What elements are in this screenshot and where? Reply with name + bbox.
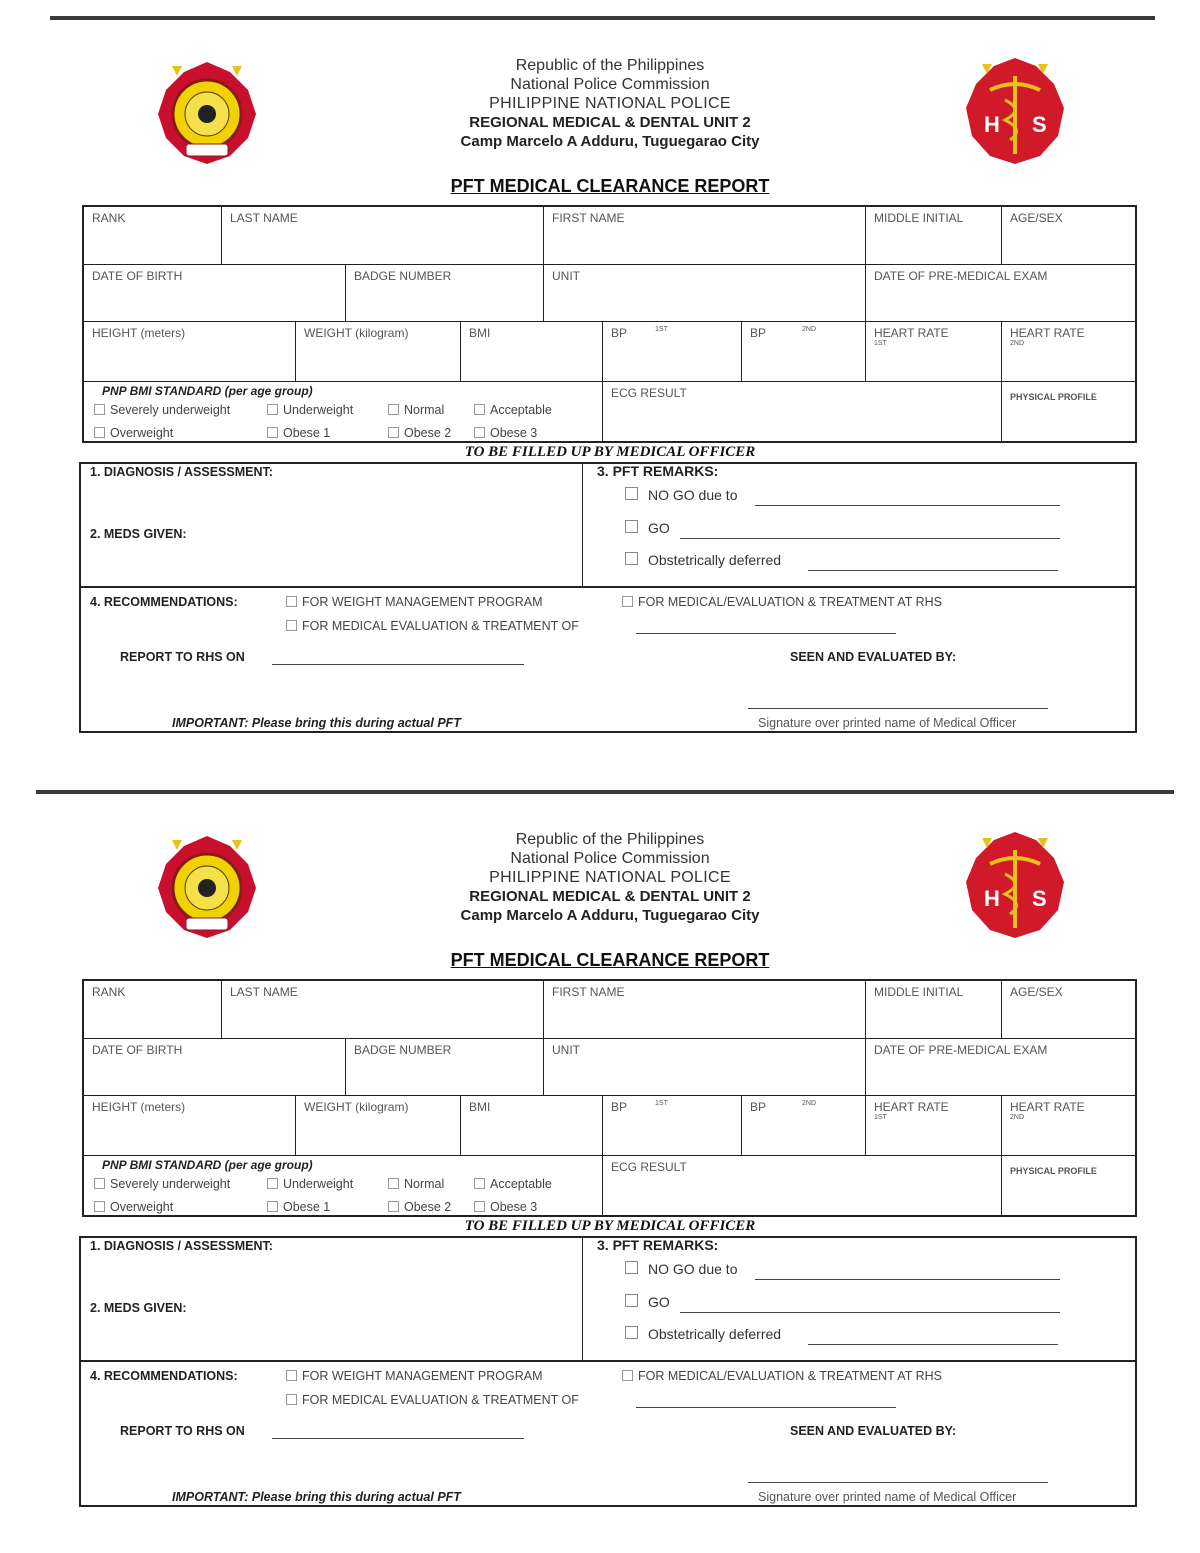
recommendations-label: 4. RECOMMENDATIONS: xyxy=(90,595,238,609)
checkbox[interactable] xyxy=(625,487,638,500)
hr-1st-sup: 1ST xyxy=(874,340,887,347)
checkbox[interactable] xyxy=(388,427,399,438)
svg-text:S: S xyxy=(1032,112,1047,137)
checkbox[interactable] xyxy=(267,404,278,415)
bmi-option-underweight[interactable]: Underweight xyxy=(267,1177,353,1191)
rec-treatment-at-rhs[interactable]: FOR MEDICAL/EVALUATION & TREATMENT AT RHS xyxy=(622,1369,942,1383)
important-note: IMPORTANT: Please bring this during actual PFT xyxy=(172,716,461,730)
first-name-field[interactable]: FIRST NAME xyxy=(544,207,866,265)
remark-go[interactable]: GO xyxy=(625,520,670,536)
bmi-option-obese-1[interactable]: Obese 1 xyxy=(267,1200,330,1214)
last-name-field[interactable]: LAST NAME xyxy=(222,981,544,1039)
bmi-option-obese-1[interactable]: Obese 1 xyxy=(267,426,330,440)
hr-2nd-sup: 2ND xyxy=(1010,340,1025,347)
age-sex-field[interactable]: AGE/SEX xyxy=(1002,207,1135,265)
checkbox[interactable] xyxy=(94,427,105,438)
obstetric-line[interactable] xyxy=(808,1344,1058,1345)
report-date-line[interactable] xyxy=(272,664,524,665)
treatment-of-line[interactable] xyxy=(636,633,896,634)
signature-caption: Signature over printed name of Medical Officer xyxy=(758,1490,1017,1504)
svg-text:S: S xyxy=(1032,886,1047,911)
medical-officer-heading: TO BE FILLED UP BY MEDICAL OFFICER xyxy=(464,1218,756,1234)
seen-evaluated-label: SEEN AND EVALUATED BY: xyxy=(790,1424,957,1438)
checkbox[interactable] xyxy=(474,427,485,438)
bmi-option-acceptable[interactable]: Acceptable xyxy=(474,1177,552,1191)
ecg-result-field[interactable]: ECG RESULT xyxy=(603,1156,1002,1215)
checkbox[interactable] xyxy=(286,596,297,607)
checkbox[interactable] xyxy=(388,1201,399,1212)
bp-2nd-sup: 2ND xyxy=(802,326,817,333)
rec-treatment-of[interactable]: FOR MEDICAL EVALUATION & TREATMENT OF xyxy=(286,1393,579,1407)
personal-info-table xyxy=(82,205,1137,443)
checkbox[interactable] xyxy=(267,1178,278,1189)
remark-no-go[interactable]: NO GO due to xyxy=(625,487,737,503)
heart-rate-2nd-field[interactable]: HEART RATE $^{2ND}$ xyxy=(1002,322,1135,382)
recommendations-label: 4. RECOMMENDATIONS: xyxy=(90,1369,238,1383)
header-line-5: Camp Marcelo A Adduru, Tuguegarao City xyxy=(460,133,760,150)
bp-2nd-sup: 2ND xyxy=(802,1100,817,1107)
ecg-result-field[interactable]: ECG RESULT xyxy=(603,382,1002,441)
diagnosis-label: 1. DIAGNOSIS / ASSESSMENT: xyxy=(90,1239,273,1253)
badge-number-field[interactable]: BADGE NUMBER xyxy=(346,265,544,322)
checkbox[interactable] xyxy=(388,1178,399,1189)
personal-info-table xyxy=(82,979,1137,1217)
checkbox[interactable] xyxy=(267,1201,278,1212)
checkbox[interactable] xyxy=(474,1201,485,1212)
bmi-standard-heading: PNP BMI STANDARD (per age group) xyxy=(102,1158,313,1172)
header-line-5: Camp Marcelo A Adduru, Tuguegarao City xyxy=(460,907,760,924)
age-sex-field[interactable]: AGE/SEX xyxy=(1002,981,1135,1039)
physical-profile-field[interactable]: PHYSICAL PROFILE xyxy=(1010,392,1097,402)
heart-rate-2nd-field[interactable]: HEART RATE $^{2ND}$ xyxy=(1002,1096,1135,1156)
physical-profile-field[interactable]: PHYSICAL PROFILE xyxy=(1010,1166,1097,1176)
report-title: PFT MEDICAL CLEARANCE REPORT xyxy=(450,950,770,970)
pnp-seal-logo xyxy=(152,58,262,168)
heart-rate-1st-field[interactable]: HEART RATE $^{1ST}$ xyxy=(866,322,1002,382)
checkbox[interactable] xyxy=(286,1370,297,1381)
weight-field[interactable]: WEIGHT (kilogram) xyxy=(296,1096,461,1156)
middle-initial-field[interactable]: MIDDLE INITIAL xyxy=(866,981,1002,1039)
rank-field[interactable]: RANK xyxy=(84,207,222,265)
seen-evaluated-label: SEEN AND EVALUATED BY: xyxy=(790,650,957,664)
checkbox[interactable] xyxy=(267,427,278,438)
rec-treatment-at-rhs[interactable]: FOR MEDICAL/EVALUATION & TREATMENT AT RHS xyxy=(622,595,942,609)
checkbox[interactable] xyxy=(622,596,633,607)
signature-line[interactable] xyxy=(748,1482,1048,1483)
checkbox[interactable] xyxy=(286,1394,297,1405)
top-rule xyxy=(36,790,1174,794)
checkbox[interactable] xyxy=(625,1326,638,1339)
height-field[interactable]: HEIGHT (meters) xyxy=(84,322,296,382)
bmi-field[interactable]: BMI xyxy=(461,322,603,382)
rec-weight-management[interactable]: FOR WEIGHT MANAGEMENT PROGRAM xyxy=(286,1369,543,1383)
header-line-4: REGIONAL MEDICAL & DENTAL UNIT 2 xyxy=(469,114,751,131)
header-line-4: REGIONAL MEDICAL & DENTAL UNIT 2 xyxy=(469,888,751,905)
middle-initial-field[interactable]: MIDDLE INITIAL xyxy=(866,207,1002,265)
meds-given-label: 2. MEDS GIVEN: xyxy=(90,1301,187,1315)
bmi-option-obese-2[interactable]: Obese 2 xyxy=(388,426,451,440)
important-note: IMPORTANT: Please bring this during actual PFT xyxy=(172,1490,461,1504)
checkbox[interactable] xyxy=(94,404,105,415)
last-name-field[interactable]: LAST NAME xyxy=(222,207,544,265)
weight-field[interactable]: WEIGHT (kilogram) xyxy=(296,322,461,382)
rank-field[interactable]: RANK xyxy=(84,981,222,1039)
bp-1st-sup: 1ST xyxy=(655,1100,668,1107)
bmi-standard-heading: PNP BMI STANDARD (per age group) xyxy=(102,384,313,398)
remark-go[interactable]: GO xyxy=(625,1294,670,1310)
badge-number-field[interactable]: BADGE NUMBER xyxy=(346,1039,544,1096)
heart-rate-1st-field[interactable]: HEART RATE $^{1ST}$ xyxy=(866,1096,1002,1156)
bmi-option-underweight[interactable]: Underweight xyxy=(267,403,353,417)
checkbox[interactable] xyxy=(625,520,638,533)
bmi-option-overweight[interactable]: Overweight xyxy=(94,1200,173,1214)
pre-medical-exam-date-field[interactable]: DATE OF PRE-MEDICAL EXAM xyxy=(866,1039,1135,1096)
bp-2nd-field[interactable]: BP $^{2ND}$ xyxy=(742,1096,866,1156)
checkbox[interactable] xyxy=(94,1178,105,1189)
date-of-birth-field[interactable]: DATE OF BIRTH xyxy=(84,265,346,322)
svg-text:H: H xyxy=(984,112,1000,137)
pft-remarks-label: 3. PFT REMARKS: xyxy=(597,463,719,479)
bmi-option-obese-3[interactable]: Obese 3 xyxy=(474,1200,537,1214)
treatment-of-line[interactable] xyxy=(636,1407,896,1408)
report-to-rhs-label: REPORT TO RHS ON xyxy=(120,1424,245,1438)
agency-header xyxy=(380,830,840,925)
pre-medical-exam-date-field[interactable]: DATE OF PRE-MEDICAL EXAM xyxy=(866,265,1135,322)
remark-obstetrically-deferred[interactable]: Obstetrically deferred xyxy=(625,552,781,568)
bp-1st-field[interactable]: BP $^{1ST}$ xyxy=(603,322,742,382)
form-copy-1 xyxy=(0,0,1200,776)
bmi-option-obese-3[interactable]: Obese 3 xyxy=(474,426,537,440)
unit-field[interactable]: UNIT xyxy=(544,1039,866,1096)
checkbox[interactable] xyxy=(622,1370,633,1381)
bmi-option-normal[interactable]: Normal xyxy=(388,1177,444,1191)
height-field[interactable]: HEIGHT (meters) xyxy=(84,1096,296,1156)
bp-2nd-field[interactable]: BP $^{2ND}$ xyxy=(742,322,866,382)
bp-1st-sup: 1ST xyxy=(655,326,668,333)
go-line[interactable] xyxy=(680,538,1060,539)
checkbox[interactable] xyxy=(474,1178,485,1189)
bmi-option-severely-underweight[interactable]: Severely underweight xyxy=(94,403,230,417)
checkbox[interactable] xyxy=(625,1294,638,1307)
checkbox[interactable] xyxy=(286,620,297,631)
checkbox[interactable] xyxy=(94,1201,105,1212)
pft-remarks-label: 3. PFT REMARKS: xyxy=(597,1237,719,1253)
medical-officer-heading: TO BE FILLED UP BY MEDICAL OFFICER xyxy=(464,444,756,460)
no-go-reason-line[interactable] xyxy=(755,505,1060,506)
bmi-option-overweight[interactable]: Overweight xyxy=(94,426,173,440)
rec-weight-management[interactable]: FOR WEIGHT MANAGEMENT PROGRAM xyxy=(286,595,543,609)
header-line-2: National Police Commission xyxy=(510,76,710,93)
first-name-field[interactable]: FIRST NAME xyxy=(544,981,866,1039)
checkbox[interactable] xyxy=(474,404,485,415)
header-line-3: PHILIPPINE NATIONAL POLICE xyxy=(489,869,731,886)
signature-caption: Signature over printed name of Medical Officer xyxy=(758,716,1017,730)
date-of-birth-field[interactable]: DATE OF BIRTH xyxy=(84,1039,346,1096)
remark-no-go[interactable]: NO GO due to xyxy=(625,1261,737,1277)
unit-field[interactable]: UNIT xyxy=(544,265,866,322)
bmi-option-normal[interactable]: Normal xyxy=(388,403,444,417)
bmi-option-severely-underweight[interactable]: Severely underweight xyxy=(94,1177,230,1191)
health-service-logo xyxy=(960,830,1070,940)
header-line-1: Republic of the Philippines xyxy=(515,57,705,74)
header-line-1: Republic of the Philippines xyxy=(515,831,705,848)
agency-header xyxy=(380,56,840,151)
remark-obstetrically-deferred[interactable]: Obstetrically deferred xyxy=(625,1326,781,1342)
hr-1st-sup: 1ST xyxy=(874,1114,887,1121)
header-line-2: National Police Commission xyxy=(510,850,710,867)
svg-text:H: H xyxy=(984,886,1000,911)
go-line[interactable] xyxy=(680,1312,1060,1313)
report-title: PFT MEDICAL CLEARANCE REPORT xyxy=(450,176,770,196)
obstetric-line[interactable] xyxy=(808,570,1058,571)
bmi-option-acceptable[interactable]: Acceptable xyxy=(474,403,552,417)
signature-line[interactable] xyxy=(748,708,1048,709)
checkbox[interactable] xyxy=(388,404,399,415)
health-service-logo xyxy=(960,56,1070,166)
hr-2nd-sup: 2ND xyxy=(1010,1114,1025,1121)
pnp-seal-logo xyxy=(152,832,262,942)
bmi-option-obese-2[interactable]: Obese 2 xyxy=(388,1200,451,1214)
header-line-3: PHILIPPINE NATIONAL POLICE xyxy=(489,95,731,112)
form-copy-2 xyxy=(0,774,1200,1550)
report-date-line[interactable] xyxy=(272,1438,524,1439)
checkbox[interactable] xyxy=(625,1261,638,1274)
top-rule xyxy=(50,16,1155,20)
meds-given-label: 2. MEDS GIVEN: xyxy=(90,527,187,541)
checkbox[interactable] xyxy=(625,552,638,565)
report-to-rhs-label: REPORT TO RHS ON xyxy=(120,650,245,664)
bp-1st-field[interactable]: BP $^{1ST}$ xyxy=(603,1096,742,1156)
diagnosis-label: 1. DIAGNOSIS / ASSESSMENT: xyxy=(90,465,273,479)
no-go-reason-line[interactable] xyxy=(755,1279,1060,1280)
rec-treatment-of[interactable]: FOR MEDICAL EVALUATION & TREATMENT OF xyxy=(286,619,579,633)
bmi-field[interactable]: BMI xyxy=(461,1096,603,1156)
